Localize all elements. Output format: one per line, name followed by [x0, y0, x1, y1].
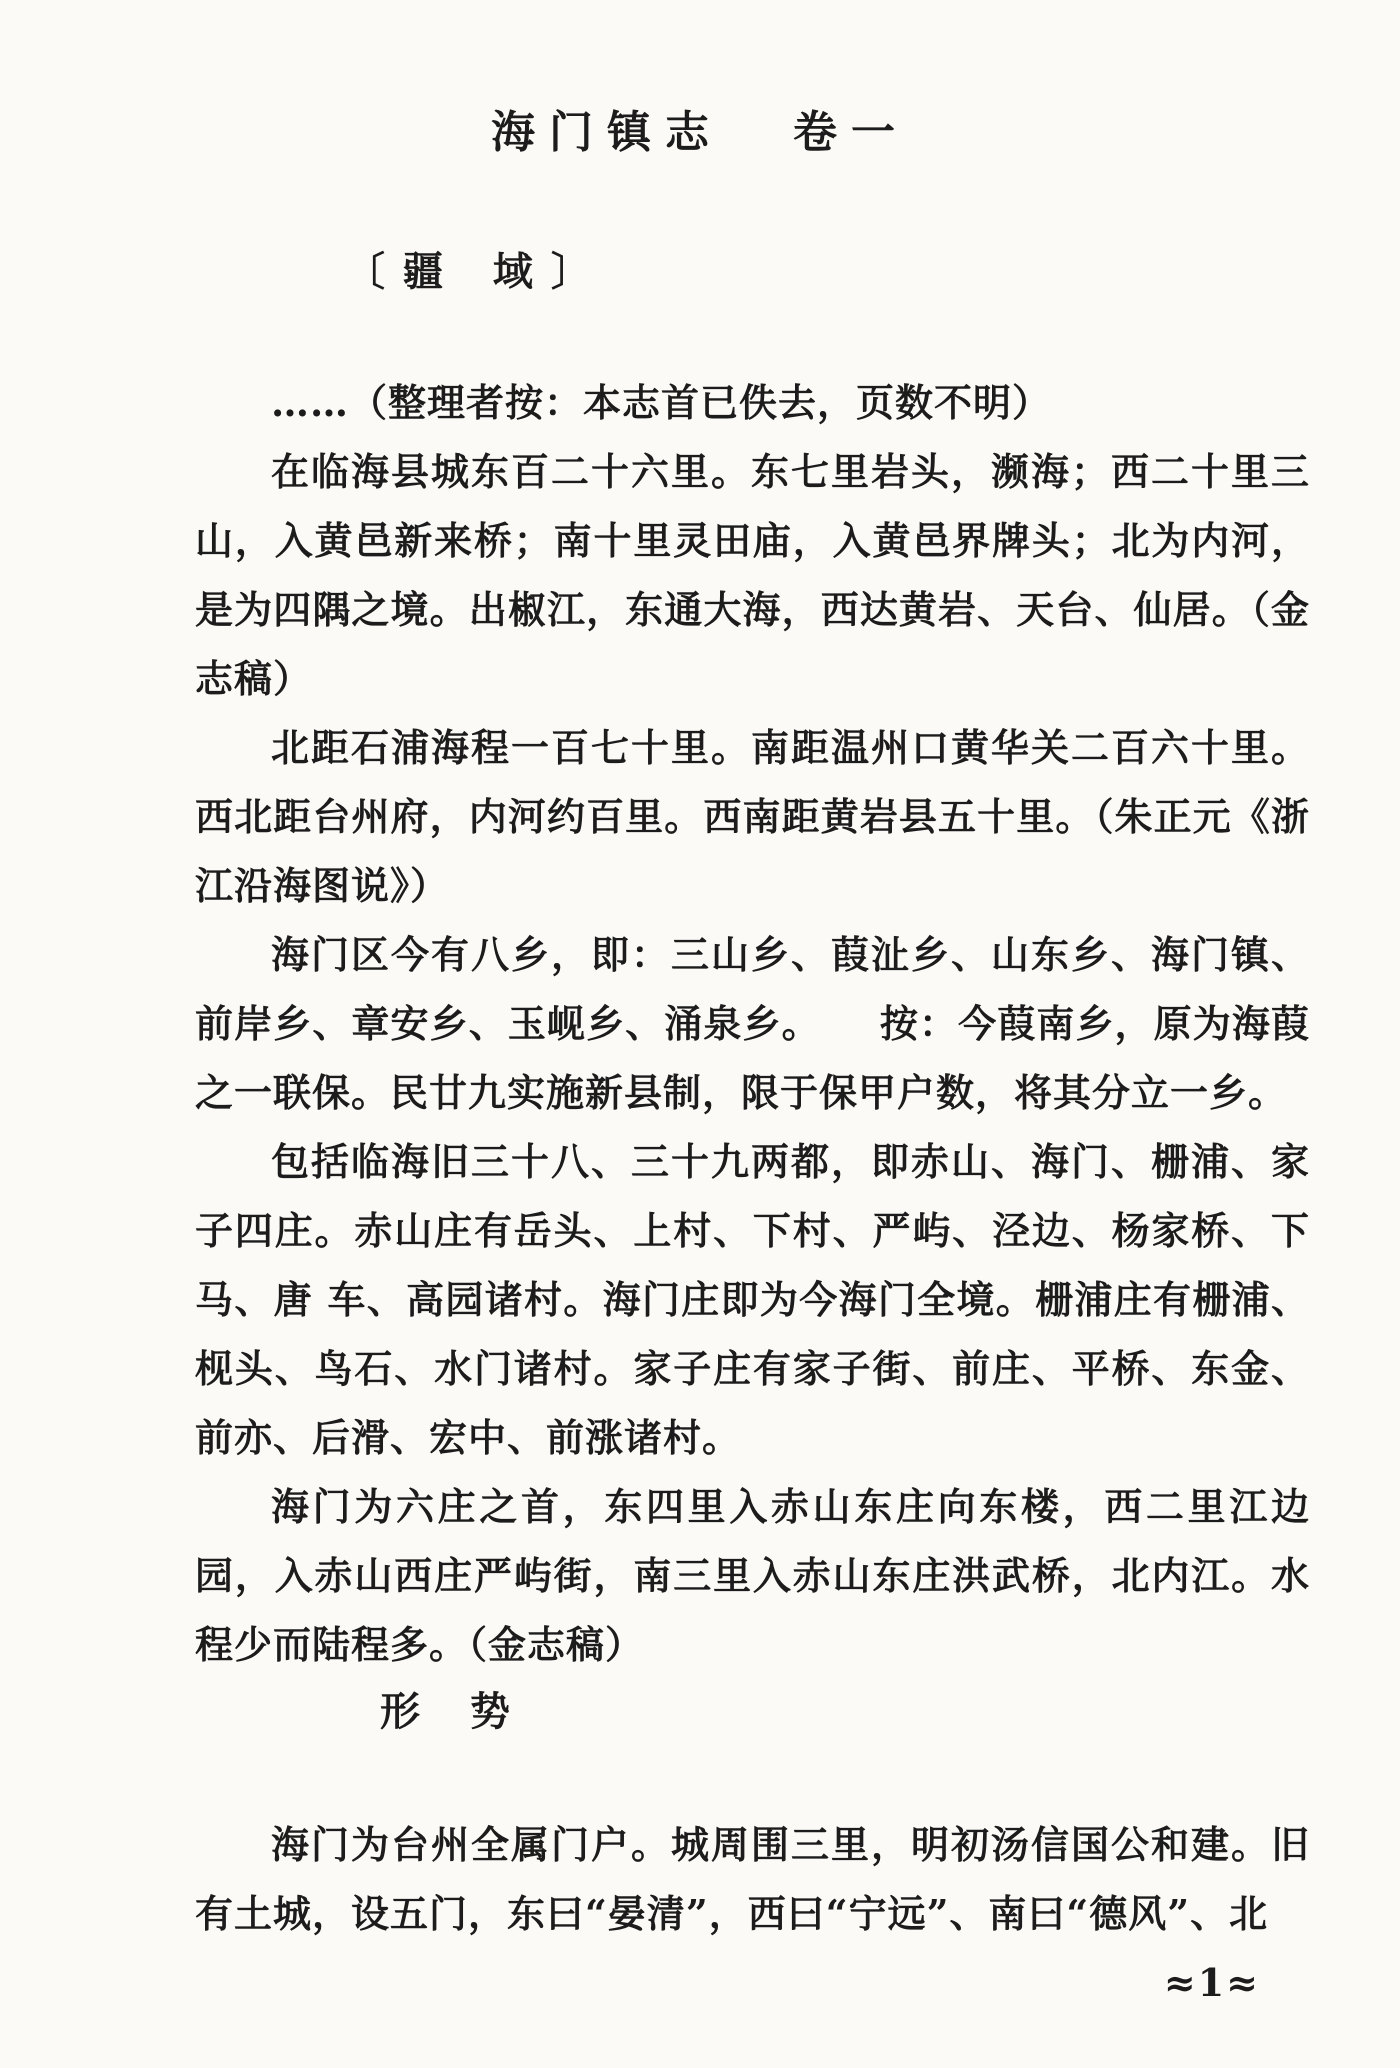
paragraph: 海门为六庄之首，东四里入赤山东庄向东楼，西二里江边园，入赤山西庄严屿街，南三里入赤山东庄洪武桥，北内江。水程少而陆程多。（金志稿）: [195, 1484, 1310, 1667]
paragraph: 海门区今有八乡，即：三山乡、葭沚乡、山东乡、海门镇、前岸乡、章安乡、玉岘乡、涌泉乡。 按：今葭南乡，原为海葭之一联保。民廿九实施新县制，限于保甲户数，将其分立一乡。: [195, 932, 1310, 1115]
section-body-territory: [195, 368, 1310, 1679]
section-body-terrain: [195, 1810, 1310, 1948]
book-title: 海门镇志: [491, 107, 723, 158]
volume-label: 卷一: [793, 107, 909, 158]
paragraph: 在临海县城东百二十六里。东七里岩头，濒海；西二十里三山，入黄邑新来桥；南十里灵田庙，入黄邑界牌头；北为内河，是为四隅之境。出椒江，东通大海，西达黄岩、天台、仙居。（金志稿）: [195, 449, 1310, 701]
section-heading-terrain: 形 势: [380, 1688, 528, 1735]
paragraph: 北距石浦海程一百七十里。南距温州口黄华关二百六十里。西北距台州府，内河约百里。西南距黄岩县五十里。（朱正元《浙江沿海图说》）: [195, 725, 1310, 908]
section-heading-territory: 〔疆 域〕: [345, 248, 609, 295]
paragraph: 海门为台州全属门户。城周围三里，明初汤信国公和建。旧有土城，设五门，东曰“晏清”，西曰“宁远”、南曰“德风”、北: [195, 1822, 1310, 1936]
paragraph: 包括临海旧三十八、三十九两都，即赤山、海门、栅浦、家子四庄。赤山庄有岳头、上村、下村、严屿、泾边、杨家桥、下马、唐 车、高园诸村。海门庄即为今海门全境。栅浦庄有栅浦、枧头、鸟石、水门诸村。家子庄有家子街、前庄、平桥、东金、前亦、后滑、宏中、前涨诸村。: [195, 1139, 1310, 1460]
page-number: ≈1≈: [1163, 1960, 1260, 2005]
paragraph: ……（整理者按：本志首已佚去，页数不明）: [271, 380, 1052, 425]
running-header: [0, 96, 1400, 160]
